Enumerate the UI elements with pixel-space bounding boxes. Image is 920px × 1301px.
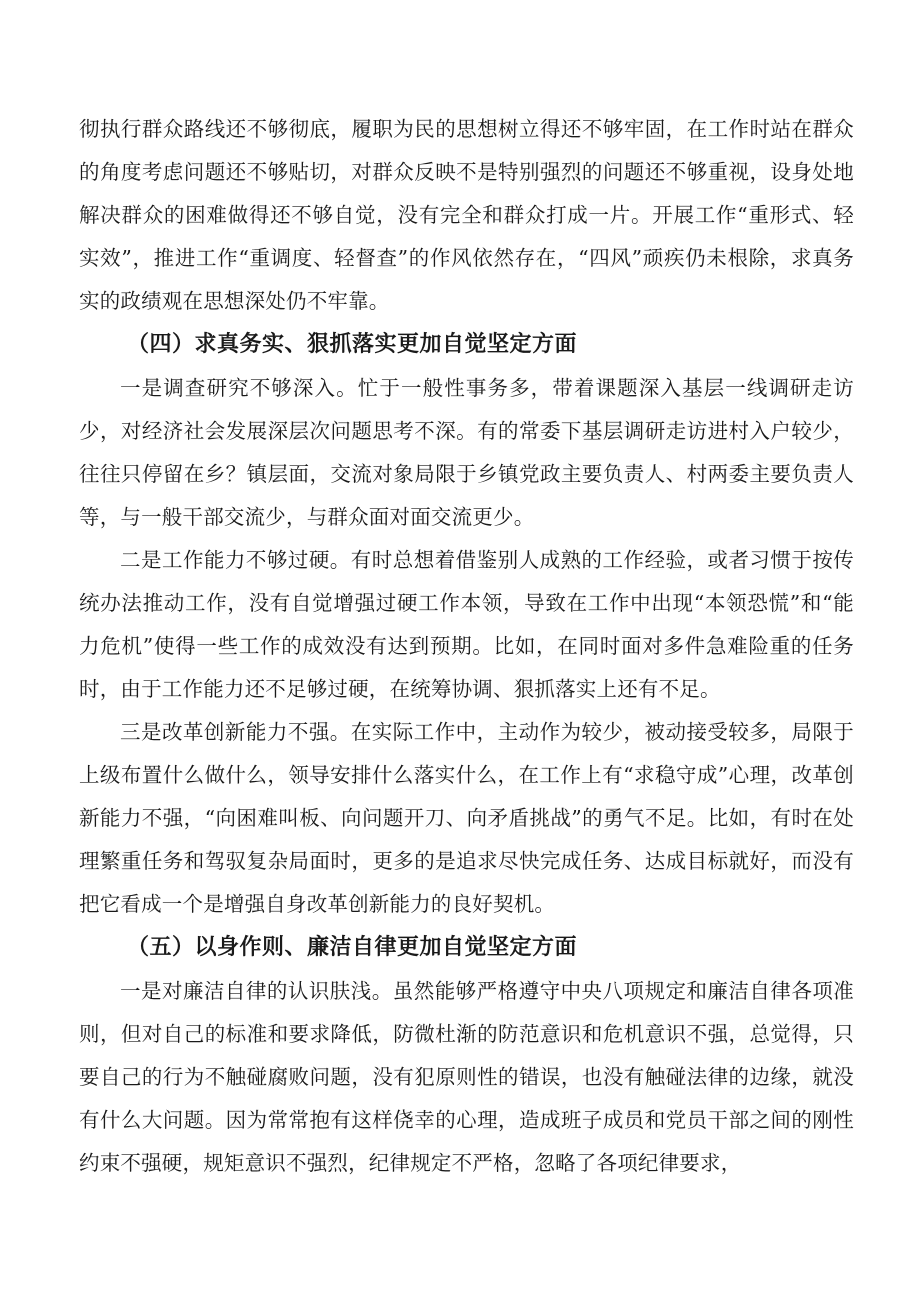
- paragraph-work-ability: 二是工作能力不够过硬。有时总想着借鉴别人成熟的工作经验，或者习惯于按传统办法推动工作，没有自觉增强过硬工作本领，导致在工作中出现“本领恐慌”和“能力危机”使得一些工作的成效没有达到预期。比如，在同时面对多件急难险重的任务时，由于工作能力还不足够过硬，在统筹协调、狠抓落实上还有不足。: [79, 548, 854, 701]
- paragraph-research: 一是调查研究不够深入。忙于一般性事务多，带着课题深入基层一线调研走访少，对经济社会发展深层次问题思考不深。有的常委下基层调研走访进村入户较少，往往只停留在乡？镇层面，交流对象局限于乡镇党政主要负责人、村两委主要负责人等，与一般干部交流少，与群众面对面交流更少。: [79, 376, 854, 529]
- paragraph-continuation: 彻执行群众路线还不够彻底，履职为民的思想树立得还不够牢固，在工作时站在群众的角度考虑问题还不够贴切，对群众反映不是特别强烈的问题还不够重视，设身处地解决群众的困难做得还不够自觉，没有完全和群众打成一片。开展工作“重形式、轻实效”，推进工作“重调度、轻督查”的作风依然存在，“四风”顽疾仍未根除，求真务实的政绩观在思想深处仍不牢靠。: [79, 117, 854, 313]
- paragraph-reform-innovation: 三是改革创新能力不强。在实际工作中，主动作为较少，被动接受较多，局限于上级布置什么做什么，领导安排什么落实什么，在工作上有“求稳守成”心理，改革创新能力不强，“向困难叫板、向问题开刀、向矛盾挑战”的勇气不足。比如，有时在处理繁重任务和驾驭复杂局面时，更多的是追求尽快完成任务、达成目标就好，而没有把它看成一个是增强自身改革创新能力的良好契机。: [79, 720, 854, 916]
- paragraph-self-discipline: 一是对廉洁自律的认识肤浅。虽然能够严格遵守中央八项规定和廉洁自律各项准则，但对自己的标准和要求降低，防微杜渐的防范意识和危机意识不强，总觉得，只要自己的行为不触碰腐败问题，没有犯原则性的错误，也没有触碰法律的边缘，就没有什么大问题。因为常常抱有这样侥幸的心理，造成班子成员和党员干部之间的刚性约束不强硬，规矩意识不强烈，纪律规定不严格，忽略了各项纪律要求，: [79, 979, 854, 1175]
- section-heading-four: （四）求真务实、狠抓落实更加自觉坚定方面: [127, 332, 578, 357]
- section-heading-five: （五）以身作则、廉洁自律更加自觉坚定方面: [127, 935, 578, 960]
